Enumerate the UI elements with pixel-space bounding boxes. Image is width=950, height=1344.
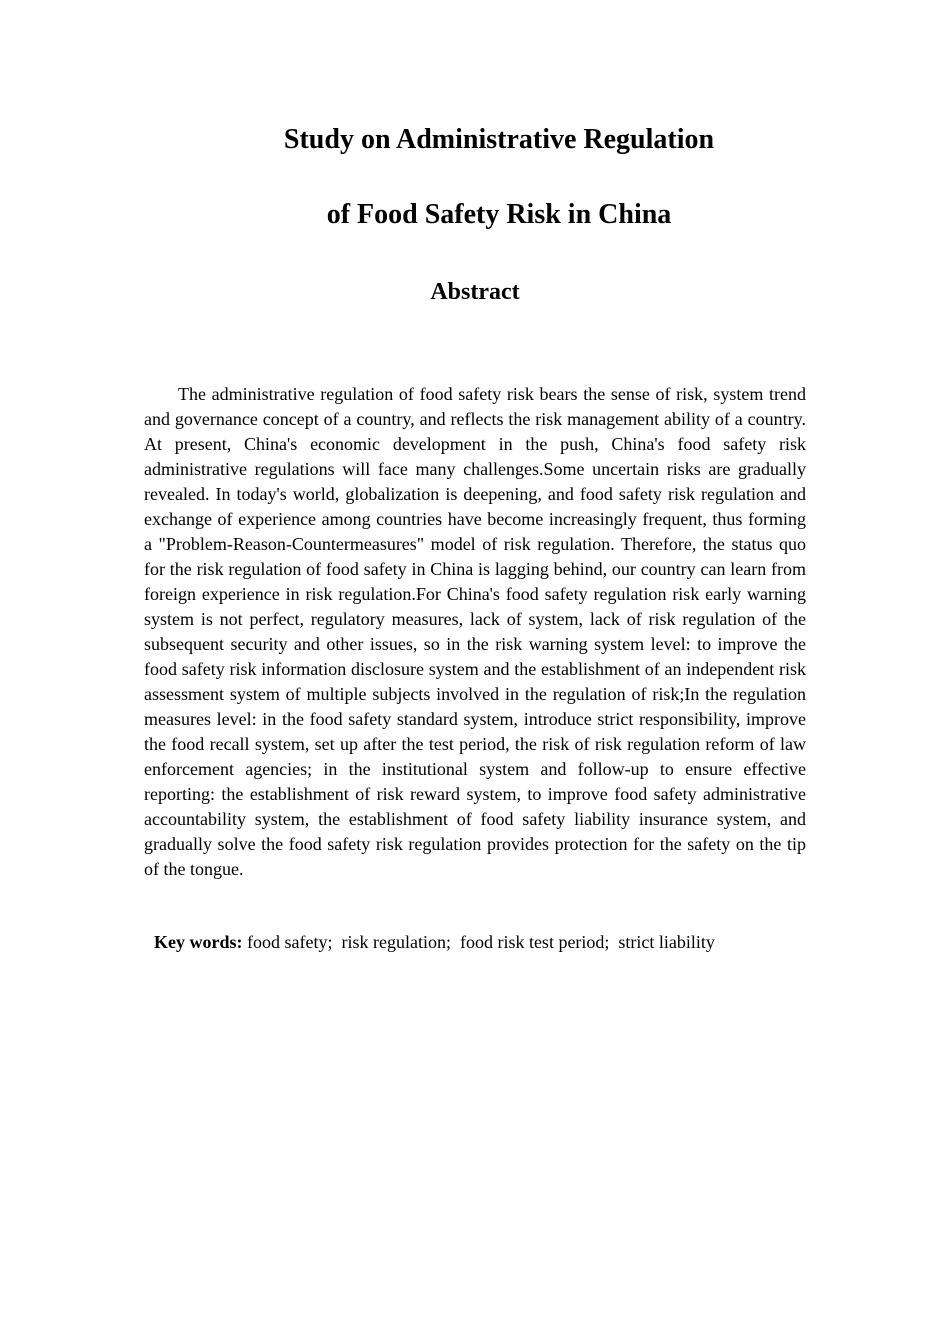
keywords-list: food safety; risk regulation; food risk test period; strict liability bbox=[242, 932, 715, 952]
keywords-label: Key words: bbox=[154, 932, 243, 952]
paper-title-line-2: of Food Safety Risk in China bbox=[326, 199, 672, 230]
abstract-body: The administrative regulation of food safety risk bears the sense of risk, system trend and governance concept of a country, and reflects the risk management ability of a country. At present, China's economic development in the push, China's food safety risk administrative regulations will face many challenges.Some uncertain risks are gradually revealed. In today's world, globalization is deepening, and food safety risk regulation and exchange of experience among countries have become increasingly frequent, thus forming a "Problem-Reason-Countermeasures" model of risk regulation. Therefore, the status quo for the risk regulation of food safety in China is lagging behind, our country can learn from foreign experience in risk regulation.For China's food safety regulation risk early warning system is not perfect, regulatory measures, lack of system, lack of risk regulation of the subsequent security and other issues, so in the risk warning system level: to improve the food safety risk information disclosure system and the establishment of an independent risk assessment system of multiple subjects involved in the regulation of risk;In the regulation measures level: in the food safety standard system, introduce strict responsibility, improve the food recall system, set up after the test period, the risk of risk regulation reform of law enforcement agencies; in the institutional system and follow-up to ensure effective reporting: the establishment of risk reward system, to improve food safety administrative accountability system, the establishment of food safety liability insurance system, and gradually solve the food safety risk regulation provides protection for the safety on the tip of the tongue. bbox=[144, 384, 806, 879]
paper-title-line-1: Study on Administrative Regulation bbox=[283, 124, 715, 155]
abstract-heading: Abstract bbox=[430, 279, 520, 305]
keywords-line bbox=[154, 930, 804, 955]
